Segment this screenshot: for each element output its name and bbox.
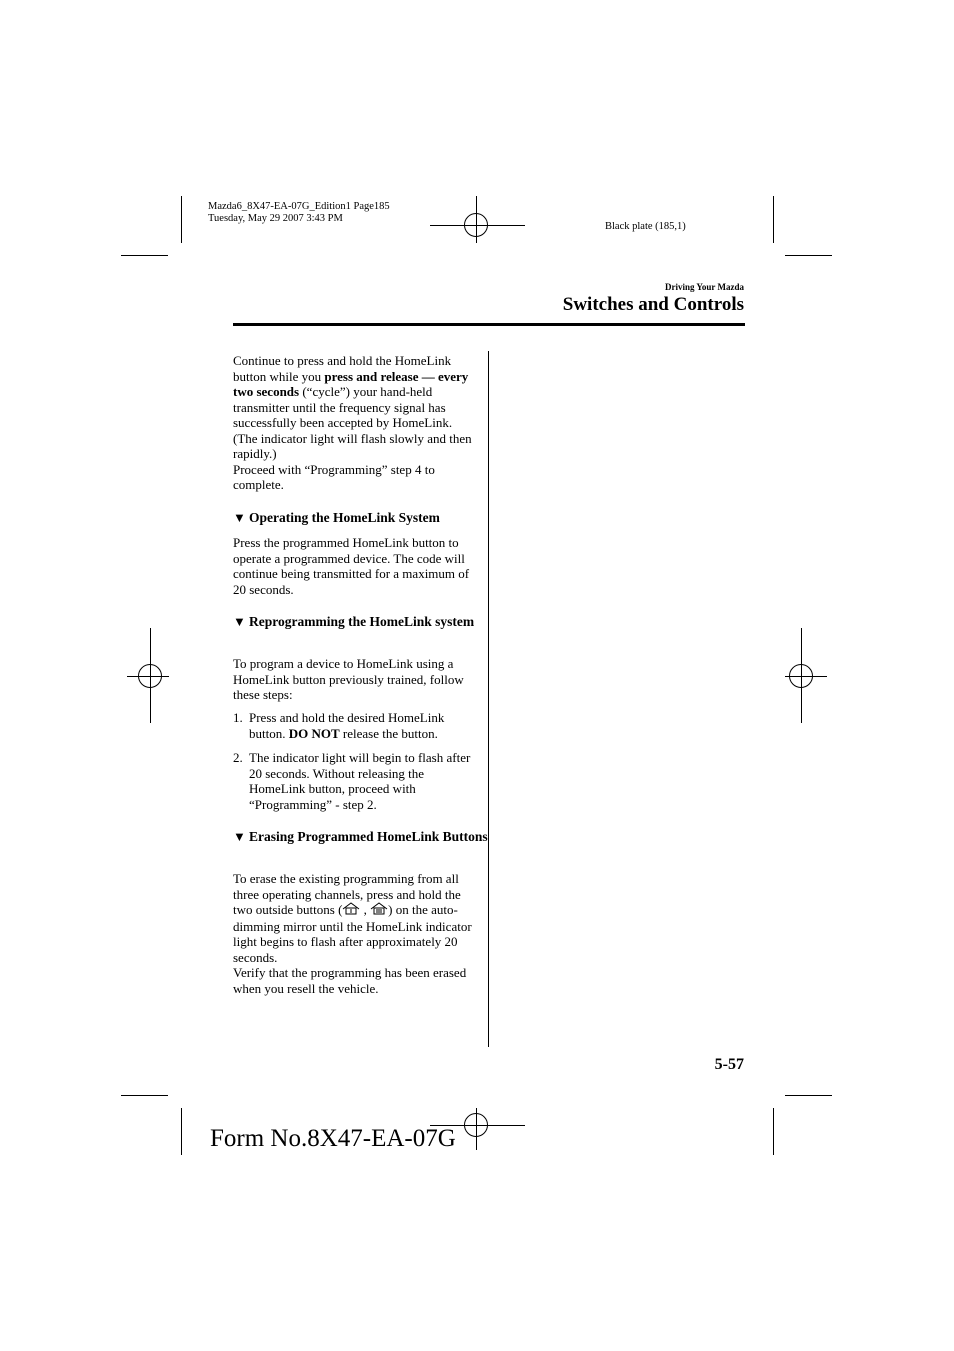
print-file-line: Mazda6_8X47-EA-07G_Edition1 Page185 <box>208 201 390 212</box>
erasing-heading: ▼ Erasing Programmed HomeLink Buttons <box>233 829 488 844</box>
plate-info: Black plate (185,1) <box>605 221 686 232</box>
crop-mark <box>785 255 832 256</box>
homelink-button-3-icon <box>370 902 388 919</box>
section-title: Switches and Controls <box>562 294 744 315</box>
print-metadata <box>208 201 390 225</box>
reprogramming-paragraph: To program a device to HomeLink using a HomeLink button previously trained, follow these steps: <box>233 656 464 702</box>
crop-mark <box>785 1095 832 1096</box>
triangle-marker-icon: ▼ <box>233 510 246 525</box>
crop-mark <box>121 255 168 256</box>
step-2: 2. The indicator light will begin to flash after 20 seconds. Without releasing the HomeLink button, proceed with “Programming” - step 2. <box>233 750 471 812</box>
reprogramming-heading: ▼ Reprogramming the HomeLink system <box>233 614 475 629</box>
crop-mark <box>181 196 182 243</box>
print-date-line: Tuesday, May 29 2007 3:43 PM <box>208 213 343 224</box>
crop-mark <box>181 1108 182 1155</box>
column-divider <box>488 351 489 1047</box>
triangle-marker-icon: ▼ <box>233 614 246 629</box>
erasing-paragraph: To erase the existing programming from all three operating channels, press and hold the two outside buttons ( , ) on the auto-dimming mirror until the HomeLink indicator light begins to flash after approximately 20 seconds. Verify that the programming has been erased when you resell the vehicle. <box>233 871 472 996</box>
chapter-title: Driving Your Mazda <box>664 282 744 292</box>
triangle-marker-icon: ▼ <box>233 829 246 844</box>
crop-mark <box>773 1108 774 1155</box>
form-number: Form No.8X47-EA-07G <box>210 1125 456 1152</box>
operating-heading: ▼ Operating the HomeLink System <box>233 510 440 525</box>
crop-mark <box>121 1095 168 1096</box>
step-1: 1. Press and hold the desired HomeLink button. DO NOT release the button. <box>233 710 445 741</box>
intro-paragraph: Continue to press and hold the HomeLink button while you press and release — every two seconds (“cycle”) your hand-held transmitter until the frequency signal has successfully been accepted by HomeLink. (The indicator light will flash slowly and then rapidly.) Proceed with “Programming” step 4 to complete. <box>233 353 472 492</box>
homelink-button-1-icon <box>342 902 360 919</box>
header-rule <box>233 323 745 326</box>
crop-mark <box>773 196 774 243</box>
page-number: 5-57 <box>714 1056 744 1073</box>
operating-paragraph: Press the programmed HomeLink button to operate a programmed device. The code will continue being transmitted for a maximum of 20 seconds. <box>233 535 470 597</box>
